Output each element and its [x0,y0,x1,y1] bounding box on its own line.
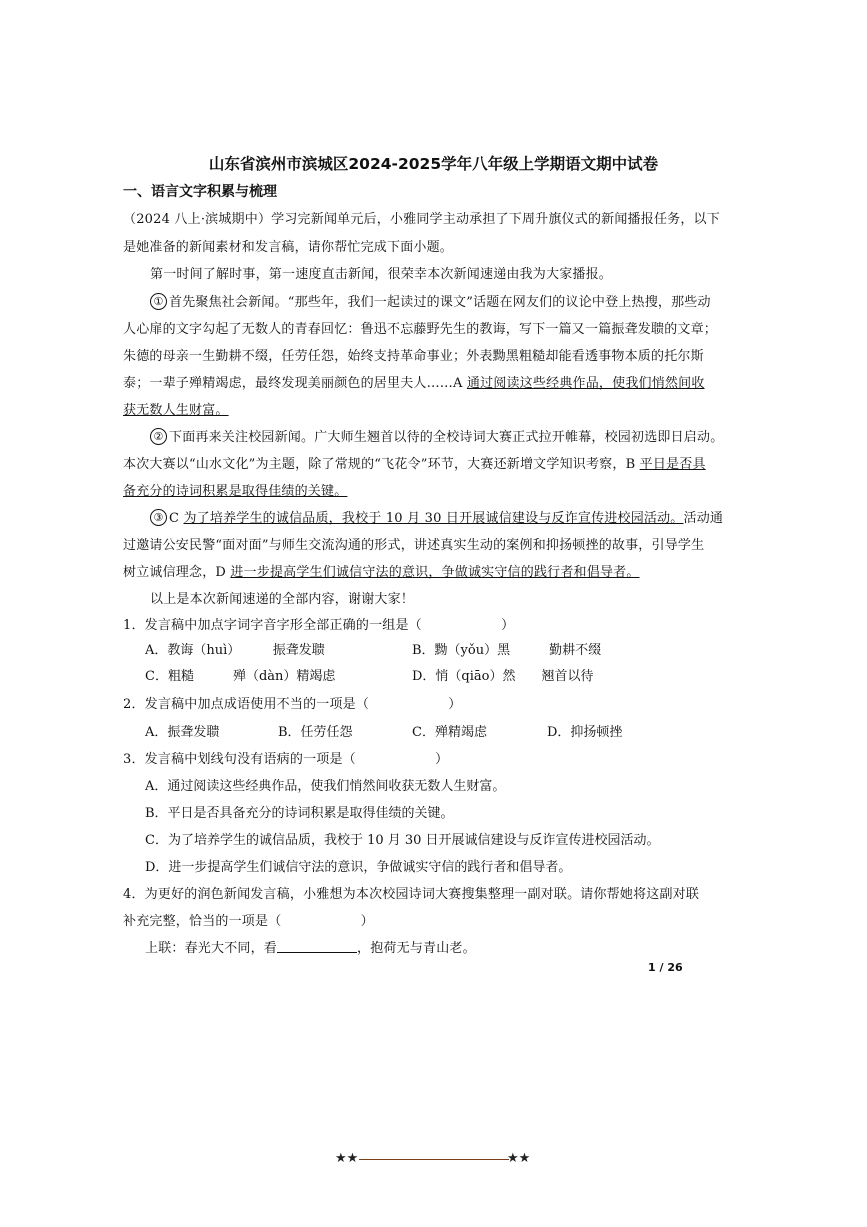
speech-line: 过邀请公安民警“面对面”与师生交流沟通的形式，讲述真实生动的案例和抑扬顿挫的故事，引导学生 [123,538,705,553]
speech-line: 泰；一辈子殚精竭虑，最终发现美丽颜色的居里夫人……A 通过阅读这些经典作品，使我们悄然间收 [123,376,705,391]
underlined-sentence-c: 为了培养学生的诚信品质，我校于 10 月 30 日开展诚信建设与反诈宣传进校园活动。 [183,511,684,526]
q1-option-d[interactable]: D．悄（qiāo）然 翘首以待 [412,669,594,684]
intro-line: （2024 八上·滨城期中）学习完新闻单元后，小雅同学主动承担了下周升旗仪式的新闻播报任务，以下 [123,212,720,227]
paragraph-number: ③ [150,509,167,526]
q3-option-b[interactable]: B．平日是否具备充分的诗词积累是取得佳绩的关键。 [145,806,454,821]
star-icon: ★★ [335,1151,359,1166]
speech-line: 本次大赛以“山水文化”为主题，除了常规的“飞花令”环节，大赛还新增文学知识考察，B 平日是否具 [123,457,706,472]
underlined-sentence-d: 进一步提高学生们诚信守法的意识，争做诚实守信的践行者和倡导者。 [230,565,640,580]
speech-paragraph-3: ③ C 为了培养学生的诚信品质，我校于 10 月 30 日开展诚信建设与反诈宣传进校园活动。活动通 [150,507,723,526]
paragraph-number: ① [150,293,167,310]
underlined-sentence-a-end: 获无数人生财富。 [123,403,229,418]
page-number: 1 / 26 [648,961,683,974]
underlined-sentence-b: 平日是否具 [639,457,706,472]
speech-opening: 第一时间了解时事，第一速度直击新闻，很荣幸本次新闻速递由我为大家播报。 [150,267,613,282]
speech-paragraph-2: ② 下面再来关注校园新闻。广大师生翘首以待的全校诗词大赛正式拉开帷幕，校园初选即日启动。 [150,426,723,445]
q1-option-c[interactable]: C．粗糙 殚（dàn）精竭虑 [145,669,336,684]
q2-option-d[interactable]: D．抑扬顿挫 [547,725,623,740]
speech-paragraph-1: ① 首先聚焦社会新闻。“那些年，我们一起读过的课文”话题在网友们的议论中登上热搜，那些动 [150,291,711,310]
underlined-sentence-a: 通过阅读这些经典作品，使我们悄然间收 [466,376,705,391]
q3-option-c[interactable]: C．为了培养学生的诚信品质，我校于 10 月 30 日开展诚信建设与反诈宣传进校园活动。 [145,833,660,848]
q3-option-a[interactable]: A．通过阅读这些经典作品，使我们悄然间收获无数人生财富。 [145,779,506,794]
footer-rule [359,1159,509,1160]
couplet-blank[interactable] [277,940,357,953]
speech-line: 朱德的母亲一生勤耕不缀，任劳任怨，始终支持革命事业；外表黝黑粗糙却能看透事物本质的托尔斯 [123,349,704,364]
q3-option-d[interactable]: D．进一步提高学生们诚信守法的意识，争做诚实守信的践行者和倡导者。 [145,860,572,875]
underlined-sentence-b-end: 备充分的诗词积累是取得佳绩的关键。 [123,484,348,499]
q2-option-c[interactable]: C．殚精竭虑 [412,725,487,740]
q1-option-b[interactable]: B．黝（yǒu）黑 勤耕不缀 [412,643,602,658]
q1-option-a[interactable]: A．教诲（huì） 振聋发聩 [145,643,325,658]
speech-closing: 以上是本次新闻速递的全部内容，谢谢大家！ [150,592,415,607]
q2-option-a[interactable]: A．振聋发聩 [145,725,220,740]
question-3-stem: 3．发言稿中划线句没有语病的一项是（ ） [123,752,449,767]
page-title: 山东省滨州市滨城区2024-2025学年八年级上学期语文期中试卷 [208,155,659,173]
speech-line: 人心扉的文字勾起了无数人的青春回忆：鲁迅不忘藤野先生的教诲，写下一篇又一篇振聋发聩的文章； [123,322,718,337]
section-heading: 一、语言文字积累与梳理 [123,184,277,200]
question-2-stem: 2．发言稿中加点成语使用不当的一项是（ ） [123,697,462,712]
paragraph-number: ② [150,428,167,445]
question-4-stem: 补充完整，恰当的一项是（ ） [123,914,374,929]
speech-line: 树立诚信理念，D 进一步提高学生们诚信守法的意识，争做诚实守信的践行者和倡导者。 [123,565,640,580]
star-icon: ★★ [507,1151,531,1166]
question-4-stem: 4．为更好的润色新闻发言稿，小雅想为本次校园诗词大赛搜集整理一副对联。请你帮她将这副对联 [123,887,700,902]
question-1-stem: 1．发言稿中加点字词字音字形全部正确的一组是（ ） [123,618,515,633]
q2-option-b[interactable]: B．任劳任怨 [278,725,353,740]
couplet-line: 上联：春光大不同，看 ，抱荷无与青山老。 [145,941,476,956]
intro-line: 是她准备的新闻素材和发言稿，请你帮忙完成下面小题。 [123,240,454,255]
footer-ornament [335,1150,535,1170]
